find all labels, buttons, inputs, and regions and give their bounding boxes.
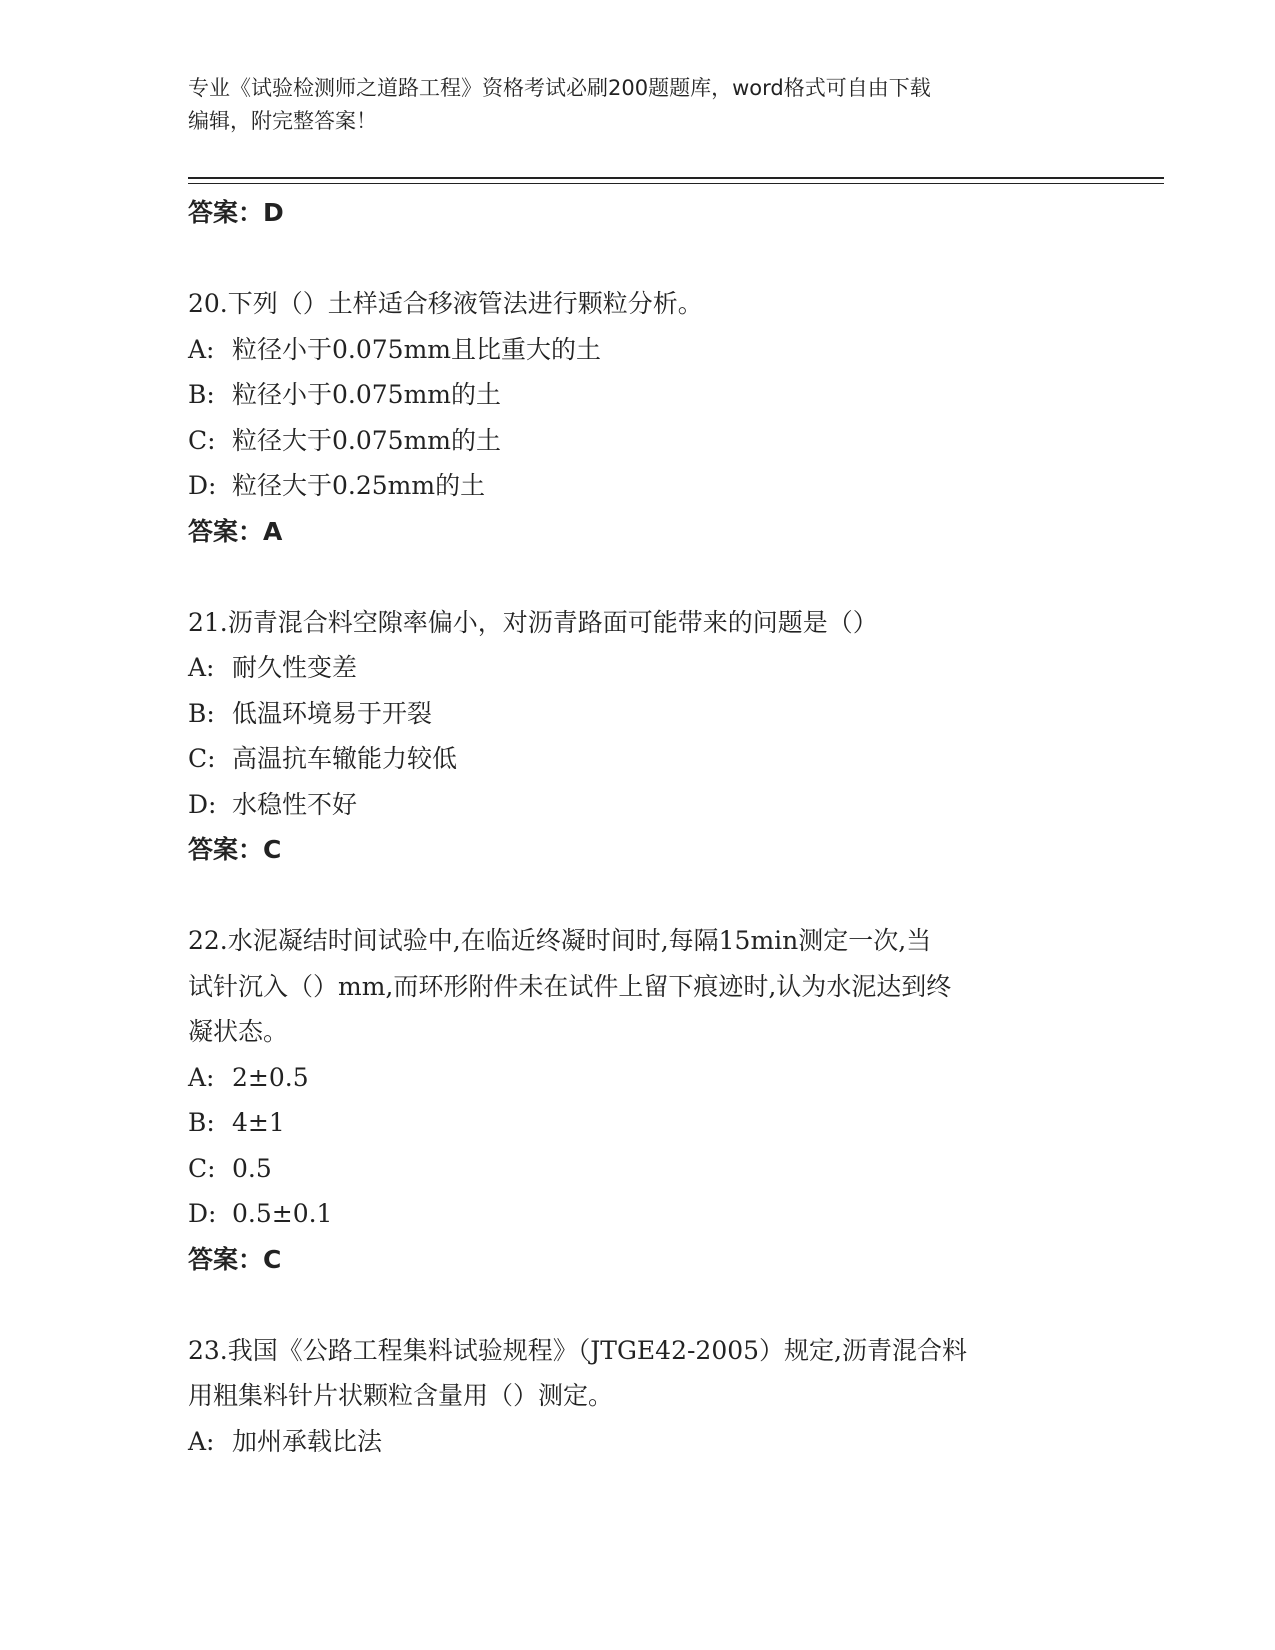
option-b: [188, 1100, 1088, 1146]
question-stem-line-2: 用粗集料针片状颗粒含量用（）测定。: [188, 1381, 614, 1410]
option-b: [188, 691, 1088, 737]
spacer: [188, 236, 1088, 282]
option-a: [188, 327, 1088, 373]
question-22: [188, 918, 1088, 1282]
option-key: B:: [188, 698, 215, 728]
option-c: [188, 736, 1088, 782]
question-stem-line-1: 23.我国《公路工程集料试验规程》（JTGE42-2005）规定,沥青混合料: [188, 1335, 968, 1365]
spacer: [188, 554, 1088, 600]
previous-answer: 答案：D: [188, 198, 284, 227]
option-c: [188, 418, 1088, 464]
option-text: 粒径大于0.25mm的土: [232, 471, 486, 500]
option-text: 0.5: [232, 1153, 272, 1183]
option-text: 4±1: [232, 1108, 285, 1137]
option-text: 0.5±0.1: [232, 1199, 333, 1228]
option-text: 加州承载比法: [232, 1426, 383, 1456]
document-body: [188, 190, 1088, 1464]
option-text: 粒径小于0.075mm的土: [232, 380, 501, 409]
header-rule-thick: [188, 177, 1164, 179]
option-key: D:: [188, 1199, 217, 1228]
page-header: [188, 72, 1068, 138]
question-21: [188, 600, 1088, 873]
answer: 答案：A: [188, 516, 283, 546]
option-key: C:: [188, 1153, 216, 1183]
option-key: B:: [188, 380, 215, 409]
option-a: [188, 1419, 1088, 1465]
answer: 答案：C: [188, 835, 282, 864]
question-stem-line-1: 22.水泥凝结时间试验中,在临近终凝时间时,每隔15min测定一次,当: [188, 926, 932, 955]
option-key: A:: [188, 653, 215, 682]
header-rule-thin: [188, 183, 1164, 184]
option-text: 耐久性变差: [232, 653, 358, 682]
option-a: [188, 1055, 1088, 1101]
option-key: C:: [188, 744, 216, 773]
question-stem: 20.下列（）土样适合移液管法进行颗粒分析。: [188, 289, 703, 318]
option-key: D:: [188, 789, 217, 819]
spacer: [188, 1282, 1088, 1328]
spacer: [188, 873, 1088, 919]
option-key: D:: [188, 471, 217, 500]
option-c: [188, 1146, 1088, 1192]
question-stem-line-3: 凝状态。: [188, 1017, 289, 1046]
option-d: [188, 463, 1088, 509]
question-20: [188, 281, 1088, 554]
option-text: 粒径大于0.075mm的土: [232, 425, 501, 455]
option-text: 粒径小于0.075mm且比重大的土: [232, 334, 601, 364]
option-d: [188, 1191, 1088, 1237]
option-text: 高温抗车辙能力较低: [232, 744, 458, 773]
question-stem-line-2: 试针沉入（）mm,而环形附件未在试件上留下痕迹时,认为水泥达到终: [188, 971, 952, 1001]
answer: 答案：C: [188, 1244, 282, 1274]
question-stem: 21.沥青混合料空隙率偏小，对沥青路面可能带来的问题是（）: [188, 607, 878, 637]
option-text: 低温环境易于开裂: [232, 698, 433, 728]
header-line-1: 专业《试验检测师之道路工程》资格考试必刷200题题库，word格式可自由下载: [188, 76, 931, 100]
option-d: [188, 782, 1088, 828]
question-23: [188, 1328, 1088, 1465]
option-b: [188, 372, 1088, 418]
option-text: 水稳性不好: [232, 789, 358, 819]
option-key: A:: [188, 1062, 215, 1092]
option-text: 2±0.5: [232, 1062, 309, 1092]
option-key: A:: [188, 1426, 215, 1456]
option-key: B:: [188, 1108, 215, 1137]
option-a: [188, 645, 1088, 691]
option-key: A:: [188, 334, 215, 364]
option-key: C:: [188, 425, 216, 455]
header-line-2: 编辑，附完整答案！: [188, 109, 377, 133]
